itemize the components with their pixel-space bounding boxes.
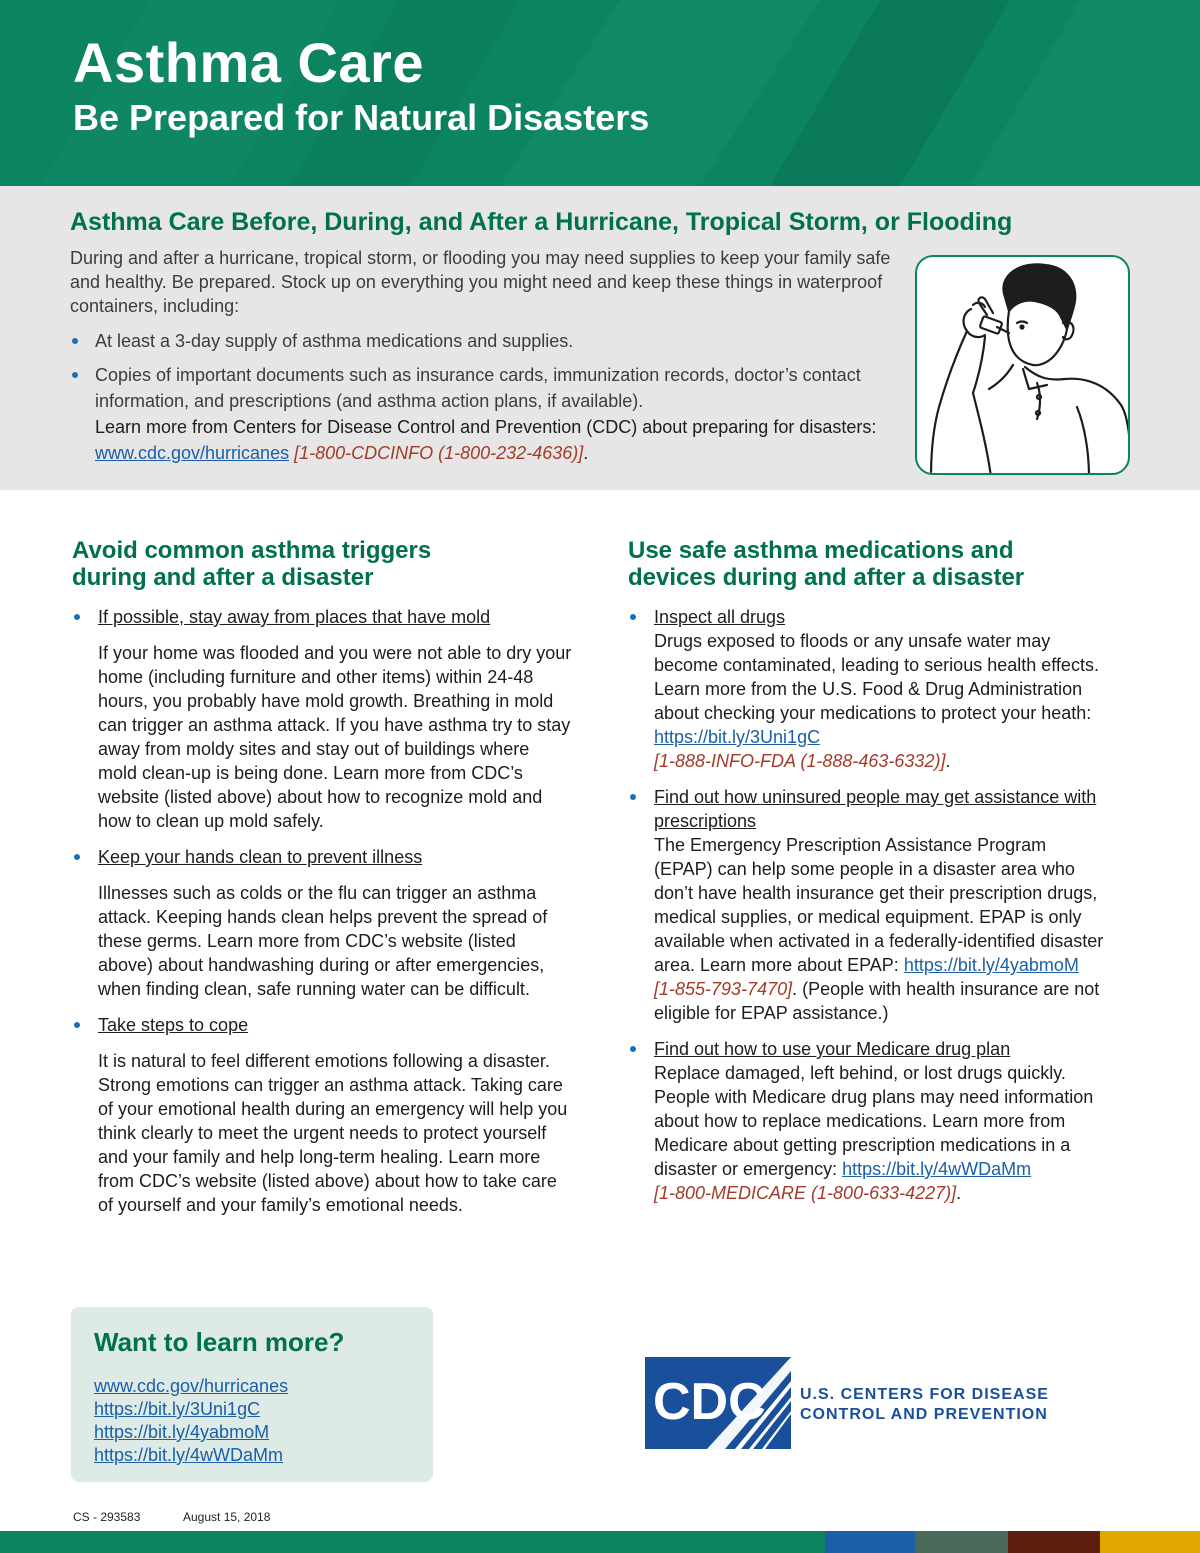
item-body-text: The Emergency Prescription Assistance Program (EPAP) can help some people in a disaster area who don’t have health insurance get their prescription drugs, medical supplies, or medical equipment. EPAP is only available when activated in a federally-identified disaster area. Learn more about EPAP: <box>654 835 1104 975</box>
learn-more-link[interactable]: https://bit.ly/4yabmoM <box>94 1422 270 1442</box>
heading-line: devices during and after a disaster <box>628 564 1025 591</box>
list-item <box>628 1037 1108 1205</box>
cdc-phone: [1-800-CDCINFO (1-800-232-4636)] <box>294 443 584 463</box>
triggers-heading <box>72 537 572 591</box>
item-body <box>654 1061 1108 1205</box>
learn-more-links <box>94 1375 288 1467</box>
cdc-wordmark-line: CONTROL AND PREVENTION <box>800 1406 1048 1423</box>
cdc-logo-icon <box>645 1357 793 1449</box>
document-id: CS - 293583 <box>73 1510 141 1524</box>
medicare-link[interactable]: https://bit.ly/4wWDaMm <box>842 1159 1032 1179</box>
heading-line: Use safe asthma medications and <box>628 537 1014 564</box>
item-body: Illnesses such as colds or the flu can trigger an asthma attack. Keeping hands clean helps prevent the spread of these germs. Learn more from CDC’s website (listed above) about handwashing during or after emergencies, when finding clean, safe running water can be difficult. <box>98 883 548 999</box>
epap-link[interactable]: https://bit.ly/4yabmoM <box>903 955 1079 975</box>
learn-more-text: Learn more from Centers for Disease Control and Prevention (CDC) about preparing for disasters: <box>95 417 877 437</box>
item-title: Take steps to cope <box>98 1015 249 1035</box>
heading-line: during and after a disaster <box>72 564 374 591</box>
list-item: At least a 3-day supply of asthma medications and supplies. <box>70 328 900 354</box>
epap-phone: [1-855-793-7470] <box>654 979 793 999</box>
medications-heading <box>628 537 1108 591</box>
medications-column <box>628 537 1108 1217</box>
learn-more-heading: Want to learn more? <box>94 1327 345 1357</box>
page-title: Asthma Care <box>73 31 424 94</box>
item-title: Keep your hands clean to prevent illness <box>98 847 423 867</box>
color-segment <box>1008 1531 1100 1553</box>
intro-heading: Asthma Care Before, During, and After a Hurricane, Tropical Storm, or Flooding <box>70 208 1013 236</box>
learn-more-link[interactable]: www.cdc.gov/hurricanes <box>94 1376 289 1396</box>
item-end: . <box>945 751 951 771</box>
item-title: Find out how to use your Medicare drug plan <box>654 1039 1011 1059</box>
bottom-color-bar <box>0 1531 1200 1553</box>
item-body: If your home was flooded and you were not able to dry your home (including furniture and other items) within 24-48 hours, you probably have mold growth. Breathing in mold can trigger an asthma attack. If you have asthma try to stay away from moldy sites and stay out of buildings where mold clean-up is being done. Learn more from CDC’s website (listed above) about how to recognize mold and how to clean up mold safely. <box>98 643 572 831</box>
item-body: It is natural to feel different emotions following a disaster. Strong emotions can trigger an asthma attack. Taking care of your emotional health during an emergency will help you think clearly to meet the urgent needs to protect yourself and your family and help long-term healing. Learn more from CDC’s website (listed above) about how to take care of yourself and your family’s emotional needs. <box>98 1051 568 1215</box>
cdc-wordmark-line: U.S. CENTERS FOR DISEASE <box>800 1386 1049 1403</box>
item-body <box>654 833 1108 1025</box>
color-segment <box>1100 1531 1200 1553</box>
cdc-logo-mark: CDC <box>653 1373 766 1431</box>
item-body <box>654 629 1108 773</box>
learn-more-link[interactable]: https://bit.ly/4wWDaMm <box>94 1445 284 1465</box>
color-segment <box>0 1531 825 1553</box>
list-item <box>72 1013 572 1217</box>
triggers-column <box>72 537 572 1229</box>
cdc-wordmark <box>800 1385 1049 1425</box>
color-segment <box>915 1531 1008 1553</box>
item-title: If possible, stay away from places that have mold <box>98 607 491 627</box>
document-date: August 15, 2018 <box>183 1510 271 1524</box>
learn-more-link[interactable]: https://bit.ly/3Uni1gC <box>94 1399 261 1419</box>
item-body-text: Drugs exposed to floods or any unsafe water may become contaminated, leading to serious health effects. Learn more from the U.S. Food & Drug Administration about checking your medications to protect your heath: <box>654 631 1099 723</box>
list-item <box>628 785 1108 1025</box>
intro-learn-more <box>95 414 895 466</box>
list-item <box>72 845 572 1001</box>
intro-bullet-list <box>70 328 900 422</box>
item-title: Inspect all drugs <box>654 607 786 627</box>
list-item <box>628 605 1108 773</box>
learn-more-box <box>71 1307 433 1482</box>
medications-list <box>628 605 1108 1205</box>
item-title: Find out how uninsured people may get assistance with prescriptions <box>654 787 1097 831</box>
page-subtitle: Be Prepared for Natural Disasters <box>73 97 650 138</box>
child-using-inhaler-illustration <box>915 255 1130 475</box>
item-body-text: Replace damaged, left behind, or lost drugs quickly. People with Medicare drug plans may need information about how to replace medications. Learn more from Medicare about getting prescription medications in a disaster or emergency: <box>654 1063 1094 1179</box>
triggers-list <box>72 605 572 1217</box>
fda-link[interactable]: https://bit.ly/3Uni1gC <box>654 727 821 747</box>
list-item <box>72 605 572 833</box>
list-item: Copies of important documents such as insurance cards, immunization records, doctor’s contact information, and prescriptions (and asthma action plans, if available). <box>70 362 900 414</box>
cdc-hurricanes-link[interactable]: www.cdc.gov/hurricanes <box>95 443 290 463</box>
header-banner <box>0 0 1200 186</box>
fda-phone: [1-888-INFO-FDA (1-888-463-6332)] <box>654 751 946 771</box>
heading-line: Avoid common asthma triggers <box>72 537 432 564</box>
medicare-phone: [1-800-MEDICARE (1-800-633-4227)] <box>654 1183 957 1203</box>
item-end: . <box>956 1183 962 1203</box>
color-segment <box>825 1531 915 1553</box>
learn-more-end: . <box>583 443 589 463</box>
intro-lead: During and after a hurricane, tropical storm, or flooding you may need supplies to keep your family safe and healthy. Be prepared. Stock up on everything you might need and keep these things in waterproof containers, including: <box>70 248 891 316</box>
item-end: . (People with health insurance are not eligible for EPAP assistance.) <box>654 979 1100 1023</box>
